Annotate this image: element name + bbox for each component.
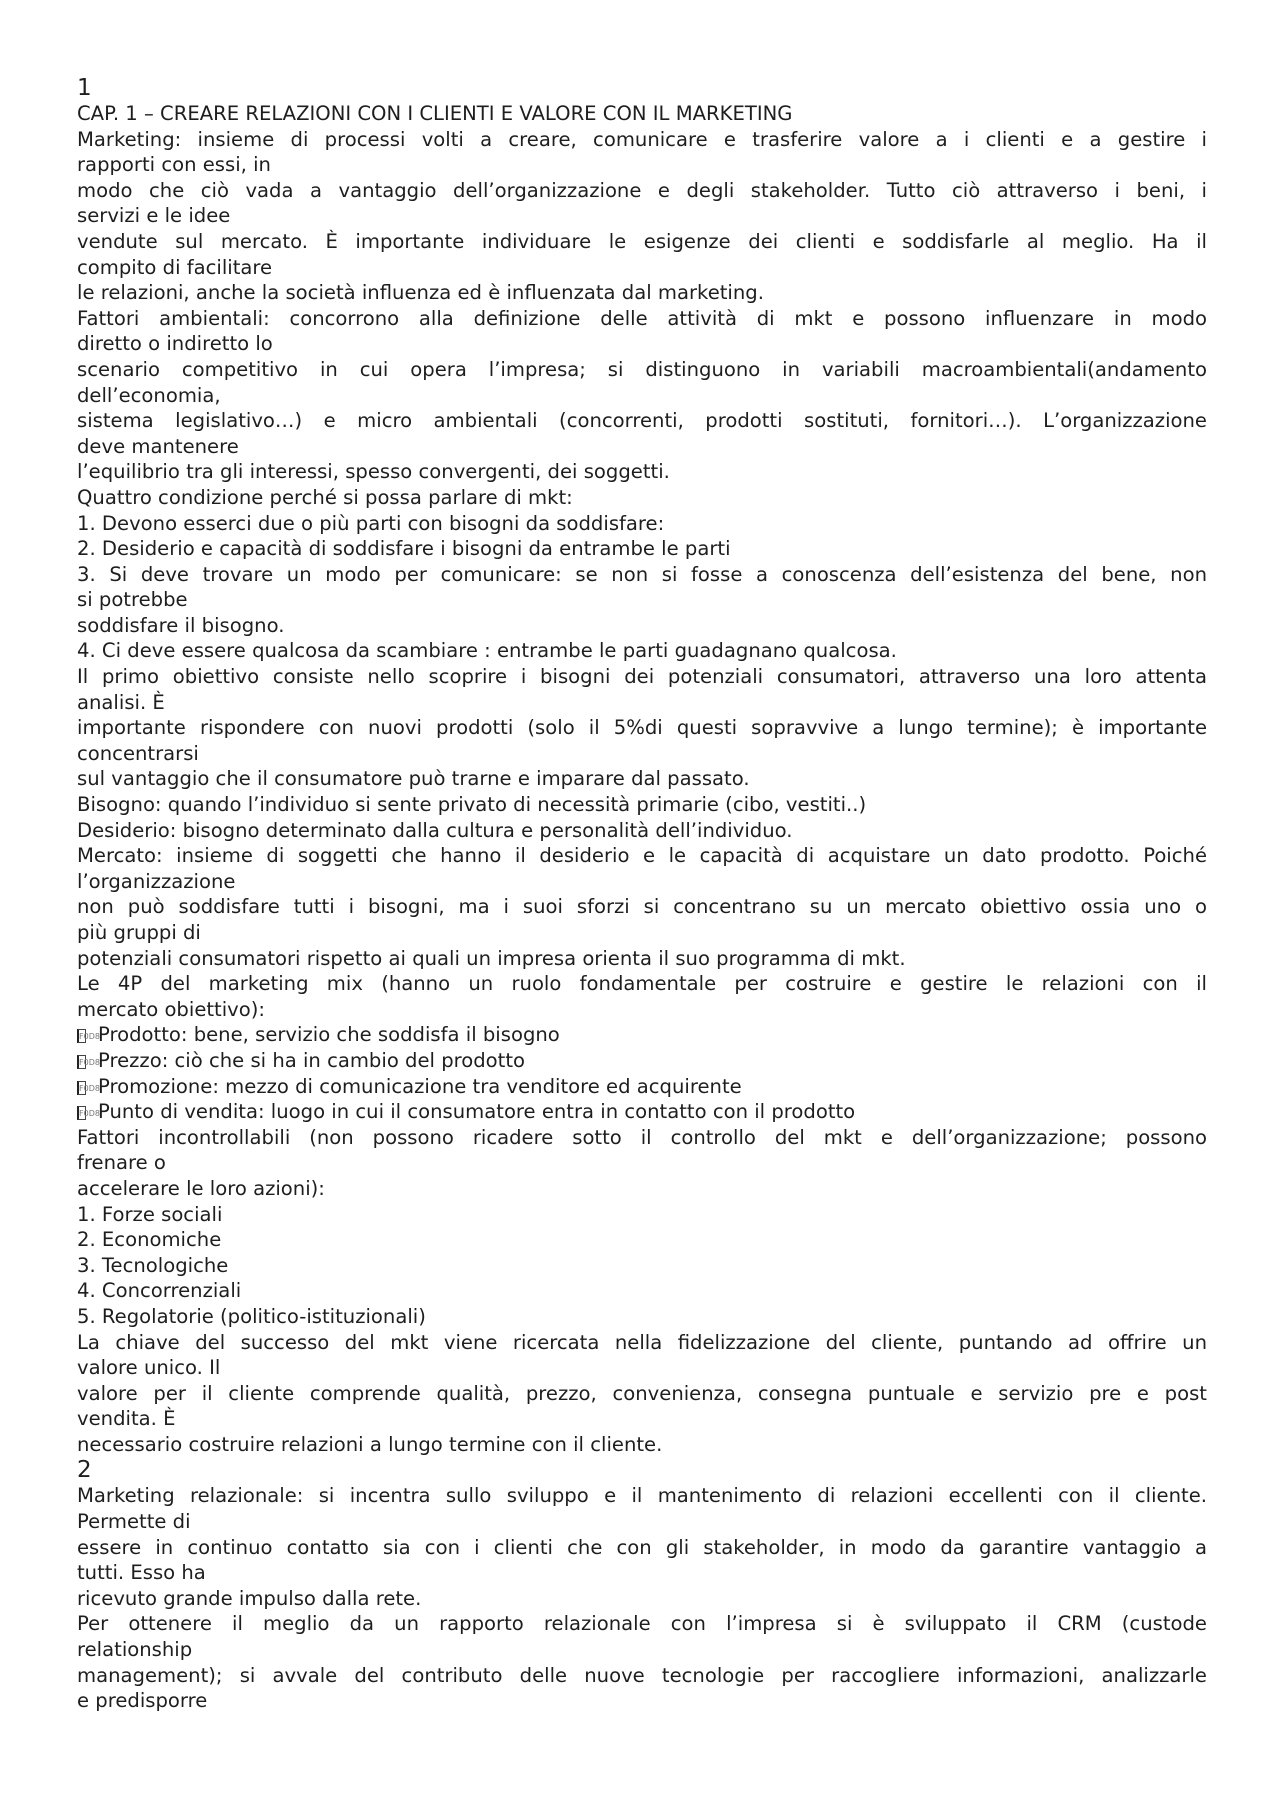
marketing-mix-list [77, 1022, 1207, 1124]
text-line: 3. Tecnologiche [77, 1253, 229, 1277]
text-line: 4. Ci deve essere qualcosa da scambiare : entrambe le parti guadagnano qualcosa. [77, 639, 897, 663]
text-line: 1. Forze sociali [77, 1202, 223, 1226]
list-item [77, 1099, 1207, 1125]
text-line: le relazioni, anche la società influenza ed è influenzata dal marketing. [77, 281, 764, 305]
text-line: Marketing relazionale: si incentra sullo sviluppo e il mantenimento di relazioni eccellenti con il cliente. [77, 1484, 1207, 1508]
text-line: Mercato: insieme di soggetti che hanno il desiderio e le capacità di acquistare un dato prodotto. Poiché [77, 844, 1207, 868]
text-line: soddisfare il bisogno. [77, 613, 285, 637]
text-line: dell’economia, [77, 383, 221, 407]
text-line: Fattori incontrollabili (non possono ricadere sotto il controllo del mkt e dell’organizzazione; possono [77, 1125, 1207, 1149]
text-line: accelerare le loro azioni): [77, 1176, 325, 1200]
text-line: l’equilibrio tra gli interessi, spesso convergenti, dei soggetti. [77, 460, 670, 484]
text-line: compito di facilitare [77, 255, 273, 279]
text-line: rapporti con essi, in [77, 153, 271, 177]
text-line: Per ottenere il meglio da un rapporto relazionale con l’impresa si è sviluppato il CRM (custode [77, 1612, 1207, 1636]
list-item-text: Prezzo: ciò che si ha in cambio del prodotto [98, 1048, 526, 1072]
text-line: valore unico. Il [77, 1356, 221, 1380]
list-item-text: Punto di vendita: luogo in cui il consumatore entra in contatto con il prodotto [98, 1100, 856, 1124]
text-line: Quattro condizione perché si possa parlare di mkt: [77, 485, 573, 509]
text-line: Permette di [77, 1510, 191, 1534]
text-line: essere in continuo contatto sia con i clienti che con gli stakeholder, in modo da garantire vantaggio a [77, 1535, 1207, 1559]
text-line: 3. Si deve trovare un modo per comunicare: se non si fosse a conoscenza dell’esistenza del bene, non [77, 562, 1207, 586]
text-block-intro [77, 127, 1207, 1023]
text-line: frenare o [77, 1151, 166, 1175]
list-item [77, 1022, 1207, 1048]
text-block-relational [77, 1483, 1207, 1713]
text-line: deve mantenere [77, 434, 239, 458]
text-line: Il primo obiettivo consiste nello scoprire i bisogni dei potenziali consumatori, attraverso una loro attenta [77, 665, 1207, 689]
text-line: Fattori ambientali: concorrono alla definizione delle attività di mkt e possono influenzare in modo [77, 306, 1207, 330]
text-line: tutti. Esso ha [77, 1561, 206, 1585]
document-page [77, 75, 1207, 1714]
text-line: analisi. È [77, 690, 165, 714]
text-line: vendute sul mercato. È importante individuare le esigenze dei clienti e soddisfarle al meglio. Ha il [77, 229, 1207, 253]
list-item-text: Prodotto: bene, servizio che soddisfa il bisogno [98, 1023, 560, 1047]
text-line: necessario costruire relazioni a lungo termine con il cliente. [77, 1432, 663, 1456]
text-line: si potrebbe [77, 588, 188, 612]
text-line: Desiderio: bisogno determinato dalla cultura e personalità dell’individuo. [77, 818, 793, 842]
text-line: importante rispondere con nuovi prodotti (solo il 5%di questi sopravvive a lungo termine); è importante [77, 716, 1207, 740]
text-line: modo che ciò vada a vantaggio dell’organizzazione e degli stakeholder. Tutto ciò attraverso i beni, i [77, 178, 1207, 202]
text-line: management); si avvale del contributo delle nuove tecnologie per raccogliere informazioni, analizzarle [77, 1663, 1207, 1687]
text-line: ricevuto grande impulso dalla rete. [77, 1586, 422, 1610]
text-line: non può soddisfare tutti i bisogni, ma i suoi sforzi si concentrano su un mercato obiettivo ossia uno o [77, 895, 1207, 919]
text-line: valore per il cliente comprende qualità, prezzo, convenienza, consegna puntuale e servizio pre e post [77, 1381, 1207, 1405]
list-item-text: Promozione: mezzo di comunicazione tra venditore ed acquirente [98, 1074, 742, 1098]
text-line: più gruppi di [77, 921, 201, 944]
list-item [77, 1048, 1207, 1074]
text-block-factors [77, 1125, 1207, 1458]
text-line: l’organizzazione [77, 869, 236, 893]
glyph-code-label: F0D8 [79, 1032, 100, 1042]
text-line: diretto o indiretto lo [77, 332, 273, 356]
text-line: relationship [77, 1638, 193, 1662]
text-line: e predisporre [77, 1689, 208, 1713]
text-line: 4. Concorrenziali [77, 1279, 242, 1303]
text-line: concentrarsi [77, 741, 199, 765]
text-line: scenario competitivo in cui opera l’impresa; si distinguono in variabili macroambientali(andamento [77, 357, 1207, 381]
text-line: La chiave del successo del mkt viene ricercata nella fidelizzazione del cliente, puntando ad offrire un [77, 1330, 1207, 1354]
list-item [77, 1074, 1207, 1100]
text-line: 2. Economiche [77, 1228, 222, 1252]
text-line: 1. Devono esserci due o più parti con bisogni da soddisfare: [77, 511, 665, 535]
text-line: servizi e le idee [77, 204, 231, 228]
text-line: potenziali consumatori rispetto ai quali un impresa orienta il suo programma di mkt. [77, 946, 906, 970]
page-number: 1 [77, 75, 92, 101]
glyph-code-label: F0D8 [79, 1057, 100, 1067]
text-line: 5. Regolatorie (politico-istituzionali) [77, 1304, 426, 1328]
chapter-title: CAP. 1 – CREARE RELAZIONI CON I CLIENTI E VALORE CON IL MARKETING [77, 102, 793, 125]
text-line: Bisogno: quando l’individuo si sente privato di necessità primarie (cibo, vestiti..) [77, 793, 867, 817]
glyph-code-label: F0D8 [79, 1083, 100, 1093]
text-line: mercato obiettivo): [77, 997, 266, 1021]
text-line: sistema legislativo…) e micro ambientali (concorrenti, prodotti sostituti, fornitori…). L’organizzazione [77, 409, 1207, 433]
text-line: sul vantaggio che il consumatore può trarne e imparare dal passato. [77, 767, 750, 791]
text-line: 2. Desiderio e capacità di soddisfare i bisogni da entrambe le parti [77, 537, 731, 561]
text-line: Le 4P del marketing mix (hanno un ruolo fondamentale per costruire e gestire le relazioni con il [77, 972, 1207, 996]
text-line: vendita. È [77, 1407, 176, 1431]
text-line: Marketing: insieme di processi volti a creare, comunicare e trasferire valore a i clienti e a gestire i [77, 127, 1207, 151]
glyph-code-label: F0D8 [79, 1109, 100, 1119]
page-number: 2 [77, 1457, 92, 1484]
